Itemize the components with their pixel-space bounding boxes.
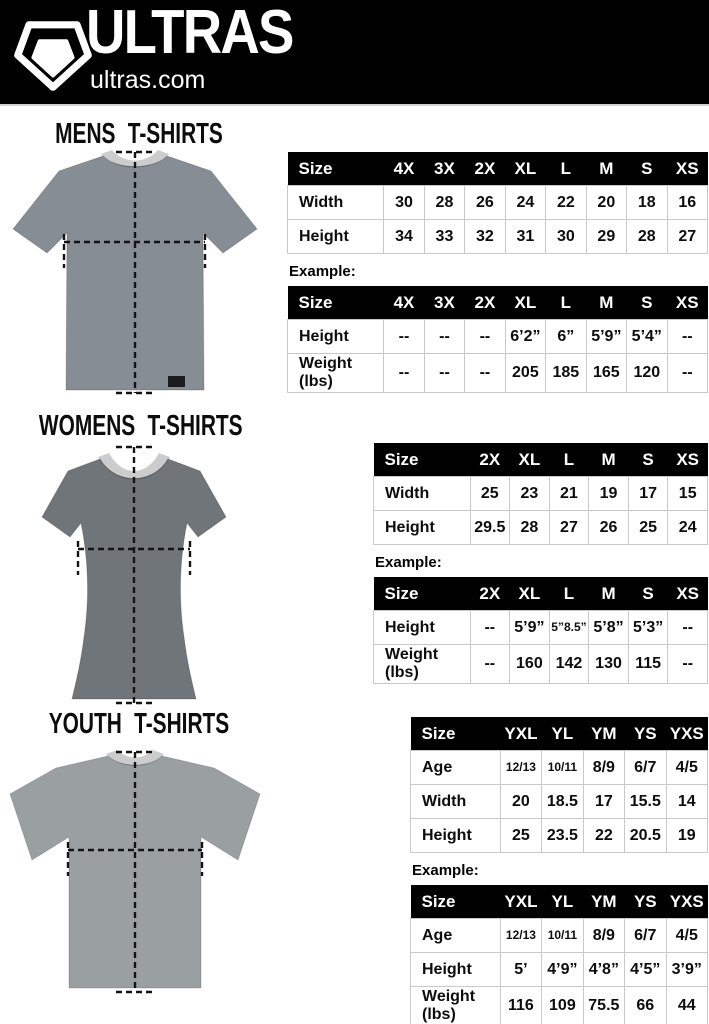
size-value-cell: --: [465, 354, 505, 393]
size-value-cell: 30: [546, 220, 586, 254]
table-header-row: [411, 717, 708, 751]
table-row: [411, 751, 708, 785]
size-column-header: YL: [542, 717, 583, 751]
table-row: [411, 819, 708, 853]
size-value-cell: 25: [470, 477, 510, 511]
size-value-cell: 12/13: [500, 919, 541, 953]
row-label: Age: [411, 919, 501, 953]
size-value-cell: 19: [589, 477, 629, 511]
size-value-cell: --: [470, 611, 510, 645]
table-row: [374, 511, 708, 545]
size-value-cell: 24: [505, 186, 545, 220]
row-label: Height: [411, 953, 501, 987]
mens-example-table: [287, 286, 708, 393]
table-row: [411, 785, 708, 819]
size-value-cell: --: [470, 645, 510, 684]
mens-hem-tag: [168, 376, 185, 387]
size-value-cell: 165: [586, 354, 626, 393]
youth-example-table: [410, 885, 708, 1024]
size-value-cell: 8/9: [583, 751, 624, 785]
size-value-cell: 12/13: [500, 751, 541, 785]
size-column-header: 2X: [470, 443, 510, 477]
size-value-cell: 5’8”: [589, 611, 629, 645]
size-column-header: L: [549, 577, 589, 611]
size-column-header: XL: [510, 577, 550, 611]
womens-size-tables: [373, 443, 708, 684]
size-column-header: S: [628, 443, 668, 477]
size-value-cell: 16: [667, 186, 707, 220]
table-header-row: [288, 152, 708, 186]
womens-example-label: Example:: [375, 554, 442, 571]
size-value-cell: 28: [424, 186, 464, 220]
size-column-header: 2X: [470, 577, 510, 611]
size-column-header: XS: [667, 286, 707, 320]
size-column-header: L: [549, 443, 589, 477]
table-row: [374, 645, 708, 684]
size-column-header: M: [586, 152, 626, 186]
size-value-cell: 5’9”: [586, 320, 626, 354]
size-column-header: YS: [625, 717, 666, 751]
womens-example-table: [373, 577, 708, 684]
table-row: [288, 186, 708, 220]
size-value-cell: 4/5: [666, 751, 707, 785]
size-value-cell: --: [667, 354, 707, 393]
size-value-cell: 29.5: [470, 511, 510, 545]
size-value-cell: 109: [542, 987, 583, 1024]
table-row: [374, 611, 708, 645]
size-column-header: M: [589, 577, 629, 611]
size-value-cell: --: [668, 611, 708, 645]
row-label: Weight (lbs): [374, 645, 471, 684]
row-label: Width: [288, 186, 384, 220]
table-header-row: [411, 885, 708, 919]
size-value-cell: 31: [505, 220, 545, 254]
size-value-cell: 6/7: [625, 751, 666, 785]
size-column-header: YXS: [666, 717, 707, 751]
size-column-header: XL: [505, 286, 545, 320]
section-title-youth: YOUTH T-SHIRTS: [48, 708, 230, 740]
size-value-cell: 21: [549, 477, 589, 511]
size-value-cell: 33: [424, 220, 464, 254]
womens-tshirt-graphic: [12, 436, 256, 712]
size-table-corner-header: Size: [288, 152, 384, 186]
size-column-header: L: [546, 286, 586, 320]
section-title-womens: WOMENS T-SHIRTS: [38, 410, 243, 442]
size-value-cell: 20: [500, 785, 541, 819]
size-value-cell: 160: [510, 645, 550, 684]
size-value-cell: 27: [549, 511, 589, 545]
youth-example-label: Example:: [412, 862, 479, 879]
size-value-cell: 205: [505, 354, 545, 393]
size-column-header: 3X: [424, 152, 464, 186]
size-column-header: YM: [583, 885, 624, 919]
size-column-header: M: [589, 443, 629, 477]
size-value-cell: 26: [465, 186, 505, 220]
size-value-cell: 75.5: [583, 987, 624, 1024]
size-value-cell: 17: [628, 477, 668, 511]
size-table-corner-header: Size: [374, 443, 471, 477]
size-value-cell: 8/9: [583, 919, 624, 953]
youth-size-tables: [410, 717, 708, 1024]
size-value-cell: 6/7: [625, 919, 666, 953]
size-table-corner-header: Size: [411, 885, 501, 919]
size-value-cell: 23: [510, 477, 550, 511]
size-value-cell: 120: [627, 354, 667, 393]
table-row: [374, 477, 708, 511]
row-label: Height: [411, 819, 501, 853]
size-column-header: YXL: [500, 717, 541, 751]
youth-measurement-table: [410, 717, 708, 853]
table-row: [288, 320, 708, 354]
site-url: ultras.com: [90, 66, 206, 94]
size-value-cell: 25: [500, 819, 541, 853]
size-table-corner-header: Size: [411, 717, 501, 751]
size-value-cell: 5’: [500, 953, 541, 987]
size-value-cell: 25: [628, 511, 668, 545]
mens-size-tables: [287, 152, 708, 393]
section-title-mens: MENS T-SHIRTS: [55, 118, 223, 150]
size-value-cell: 20.5: [625, 819, 666, 853]
size-value-cell: 27: [667, 220, 707, 254]
size-value-cell: 5’9”: [510, 611, 550, 645]
size-column-header: 3X: [424, 286, 464, 320]
size-column-header: L: [546, 152, 586, 186]
table-header-row: [288, 286, 708, 320]
size-column-header: S: [627, 152, 667, 186]
size-column-header: YM: [583, 717, 624, 751]
size-value-cell: --: [667, 320, 707, 354]
table-header-row: [374, 577, 708, 611]
row-label: Height: [288, 220, 384, 254]
row-label: Weight (lbs): [288, 354, 384, 393]
size-value-cell: 66: [625, 987, 666, 1024]
size-value-cell: 5’4”: [627, 320, 667, 354]
youth-tshirt-graphic: [4, 742, 266, 1002]
row-label: Height: [374, 611, 471, 645]
size-table-corner-header: Size: [288, 286, 384, 320]
size-value-cell: 4/5: [666, 919, 707, 953]
size-value-cell: 4’8”: [583, 953, 624, 987]
size-value-cell: 26: [589, 511, 629, 545]
size-value-cell: 34: [384, 220, 424, 254]
size-column-header: YXL: [500, 885, 541, 919]
size-value-cell: 14: [666, 785, 707, 819]
size-value-cell: 32: [465, 220, 505, 254]
ultras-pentagon-logo-icon: [13, 6, 93, 98]
size-value-cell: 18.5: [542, 785, 583, 819]
table-row: [411, 953, 708, 987]
size-value-cell: 15: [668, 477, 708, 511]
row-label: Height: [288, 320, 384, 354]
size-value-cell: 130: [589, 645, 629, 684]
size-value-cell: 115: [628, 645, 668, 684]
size-column-header: S: [628, 577, 668, 611]
size-column-header: 2X: [465, 152, 505, 186]
row-label: Weight (lbs): [411, 987, 501, 1024]
table-row: [288, 220, 708, 254]
size-value-cell: --: [424, 354, 464, 393]
size-value-cell: 24: [668, 511, 708, 545]
size-value-cell: 29: [586, 220, 626, 254]
size-value-cell: --: [668, 645, 708, 684]
size-value-cell: 10/11: [542, 751, 583, 785]
size-value-cell: 5”8.5”: [549, 611, 589, 645]
size-value-cell: --: [465, 320, 505, 354]
size-value-cell: 6”: [546, 320, 586, 354]
size-column-header: YS: [625, 885, 666, 919]
size-value-cell: 10/11: [542, 919, 583, 953]
size-column-header: YL: [542, 885, 583, 919]
womens-measurement-table: [373, 443, 708, 545]
table-row: [411, 919, 708, 953]
size-column-header: XL: [505, 152, 545, 186]
size-column-header: 4X: [384, 152, 424, 186]
size-value-cell: 28: [627, 220, 667, 254]
size-column-header: XS: [668, 443, 708, 477]
size-value-cell: --: [424, 320, 464, 354]
row-label: Age: [411, 751, 501, 785]
size-column-header: 2X: [465, 286, 505, 320]
site-header: [0, 0, 709, 106]
brand-name: ULTRAS: [86, 0, 293, 67]
size-column-header: M: [586, 286, 626, 320]
size-value-cell: 22: [546, 186, 586, 220]
size-value-cell: 185: [546, 354, 586, 393]
size-value-cell: 22: [583, 819, 624, 853]
size-value-cell: 30: [384, 186, 424, 220]
size-value-cell: 142: [549, 645, 589, 684]
row-label: Height: [374, 511, 471, 545]
mens-example-label: Example:: [289, 263, 356, 280]
size-value-cell: 19: [666, 819, 707, 853]
size-column-header: XS: [667, 152, 707, 186]
size-value-cell: 18: [627, 186, 667, 220]
size-value-cell: --: [384, 354, 424, 393]
size-column-header: S: [627, 286, 667, 320]
table-row: [288, 354, 708, 393]
size-value-cell: 6’2”: [505, 320, 545, 354]
table-row: [411, 987, 708, 1024]
table-header-row: [374, 443, 708, 477]
row-label: Width: [411, 785, 501, 819]
size-column-header: XS: [668, 577, 708, 611]
size-column-header: XL: [510, 443, 550, 477]
size-value-cell: --: [384, 320, 424, 354]
size-value-cell: 4’5”: [625, 953, 666, 987]
size-value-cell: 17: [583, 785, 624, 819]
size-value-cell: 5’3”: [628, 611, 668, 645]
mens-tshirt-graphic: [6, 140, 264, 406]
size-value-cell: 4’9”: [542, 953, 583, 987]
size-value-cell: 44: [666, 987, 707, 1024]
size-value-cell: 15.5: [625, 785, 666, 819]
size-column-header: YXS: [666, 885, 707, 919]
size-value-cell: 23.5: [542, 819, 583, 853]
size-value-cell: 20: [586, 186, 626, 220]
size-value-cell: 28: [510, 511, 550, 545]
size-value-cell: 116: [500, 987, 541, 1024]
mens-measurement-table: [287, 152, 708, 254]
size-table-corner-header: Size: [374, 577, 471, 611]
row-label: Width: [374, 477, 471, 511]
size-value-cell: 3’9”: [666, 953, 707, 987]
size-column-header: 4X: [384, 286, 424, 320]
